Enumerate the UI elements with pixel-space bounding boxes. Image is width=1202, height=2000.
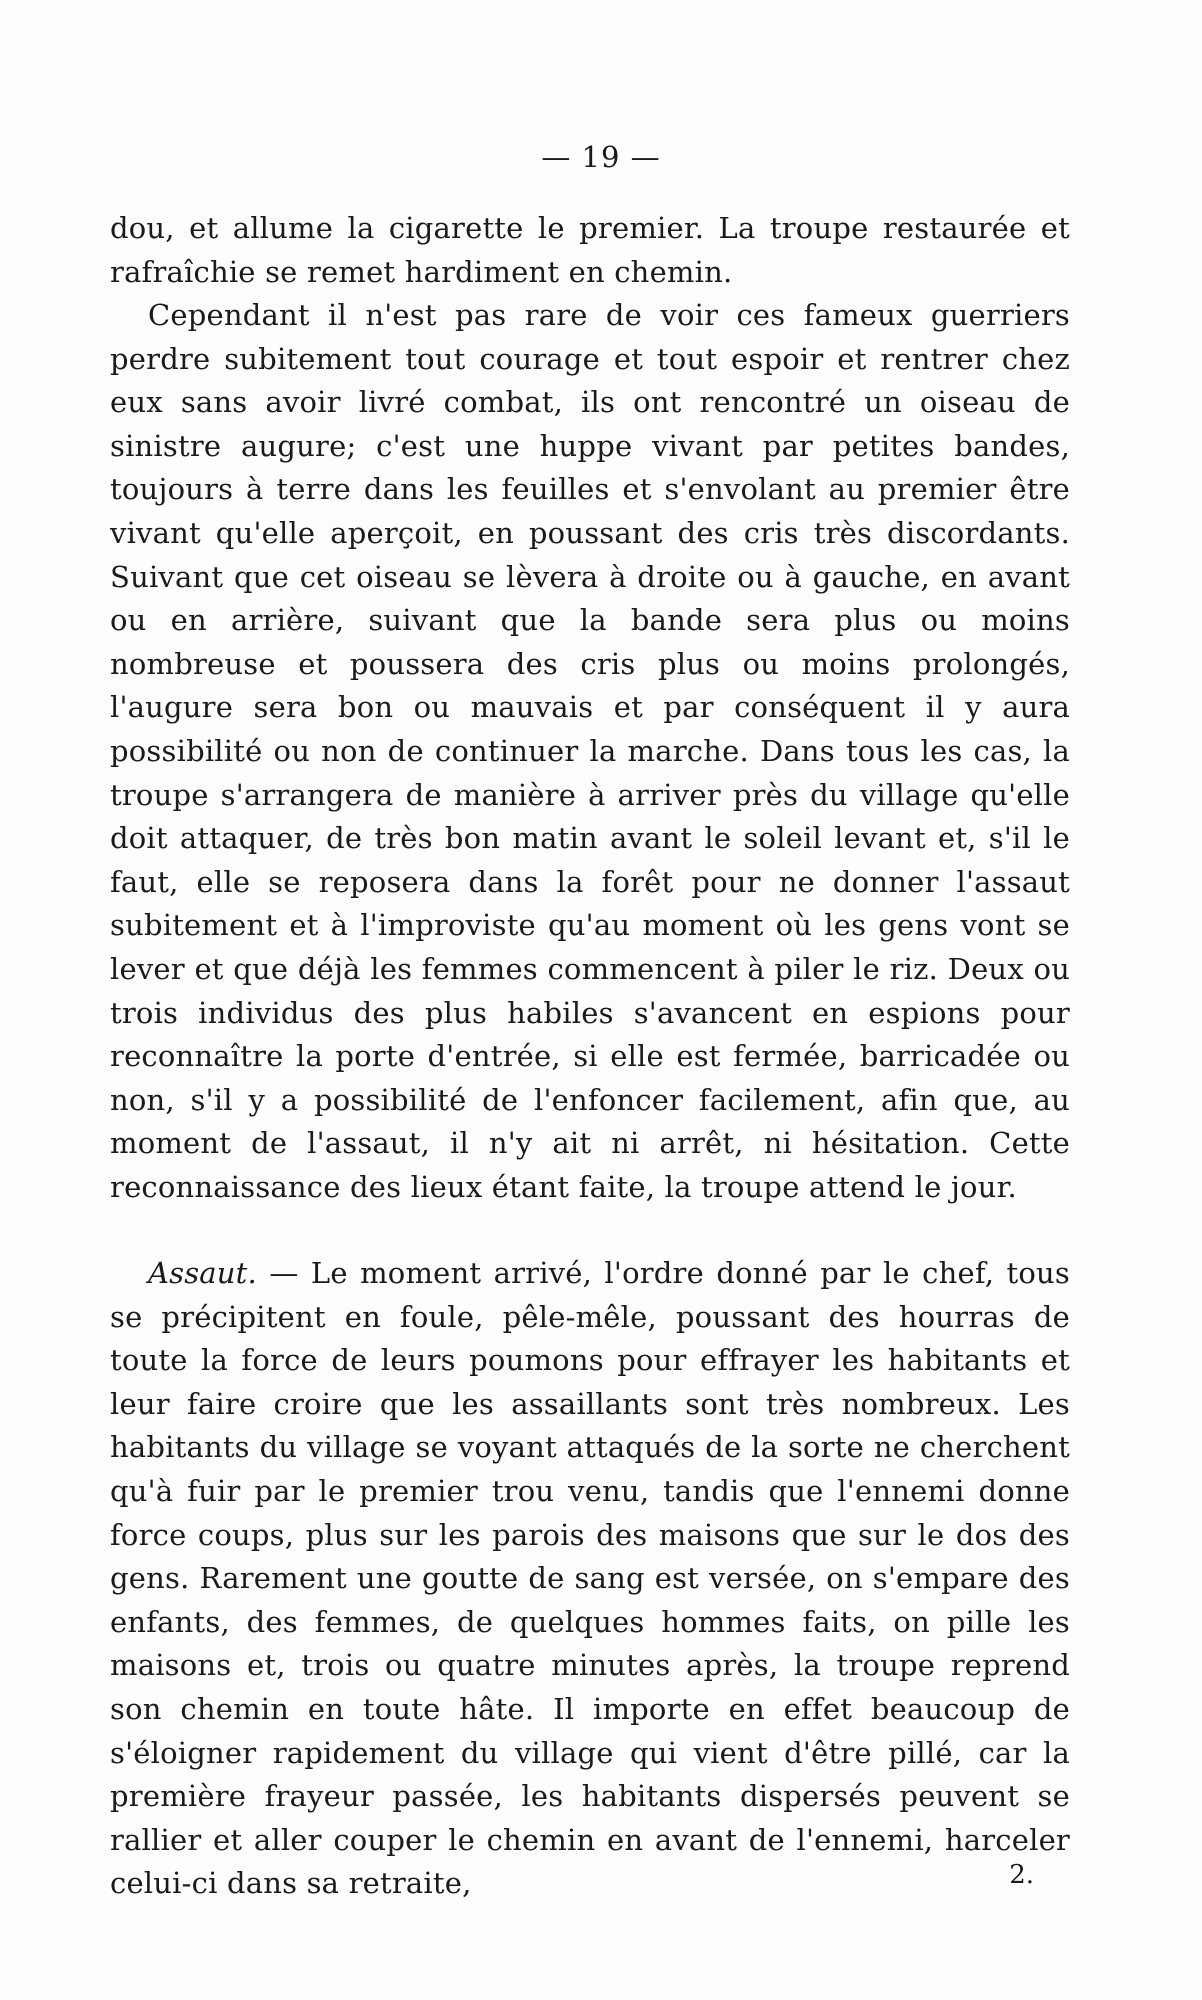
- section-heading-assaut: Assaut.: [148, 1256, 257, 1290]
- paragraph-assault: [110, 1252, 1070, 1906]
- paragraph-omen: Cependant il n'est pas rare de voir ces fameux guerriers perdre subitement tout courage et tout espoir et rentrer chez eux sans avoir livré combat, ils ont rencontré un oiseau de sinistre augure; c'est une huppe vivant par petites bandes, toujours à terre dans les feuilles et s'envolant au premier être vivant qu'elle aperçoit, en poussant des cris très discordants. Suivant que cet oiseau se lèvera à droite ou à gauche, en avant ou en arrière, suivant que la bande sera plus ou moins nombreuse et poussera des cris plus ou moins prolongés, l'augure sera bon ou mauvais et par conséquent il y aura possibilité ou non de continuer la marche. Dans tous les cas, la troupe s'arrangera de manière à arriver près du village qu'elle doit attaquer, de très bon matin avant le soleil levant et, s'il le faut, elle se reposera dans la forêt pour ne donner l'assaut subitement et à l'improviste qu'au moment où les gens vont se lever et que déjà les femmes commencent à piler le riz. Deux ou trois individus des plus habiles s'avancent en espions pour reconnaître la porte d'entrée, si elle est fermée, barricadée ou non, s'il y a possibilité de l'enfoncer facilement, afin que, au moment de l'assaut, il n'y ait ni arrêt, ni hésitation. Cette reconnaissance des lieux étant faite, la troupe attend le jour.: [110, 298, 1070, 1204]
- paragraph-continuation: dou, et allume la cigarette le premier. La troupe restaurée et rafraîchie se remet hardiment en chemin.: [110, 211, 1070, 289]
- page-number: — 19 —: [541, 140, 661, 174]
- signature-mark: 2.: [1009, 1860, 1034, 1890]
- paragraph-assault-body: — Le moment arrivé, l'ordre donné par le chef, tous se précipitent en foule, pêle-mêle, poussant des hourras de toute la force de leurs poumons pour effrayer les habitants et leur faire croire que les assaillants sont très nombreux. Les habitants du village se voyant attaqués de la sorte ne cherchent qu'à fuir par le premier trou venu, tandis que l'ennemi donne force coups, plus sur les parois des maisons que sur le dos des gens. Rarement une goutte de sang est versée, on s'empare des enfants, des femmes, de quelques hommes faits, on pille les maisons et, trois ou quatre minutes après, la troupe reprend son chemin en toute hâte. Il importe en effet beaucoup de s'éloigner rapidement du village qui vient d'être pillé, car la première frayeur passée, les habitants dispersés peuvent se rallier et aller couper le chemin en avant de l'ennemi, harceler celui-ci dans sa retraite,: [110, 1256, 1070, 1901]
